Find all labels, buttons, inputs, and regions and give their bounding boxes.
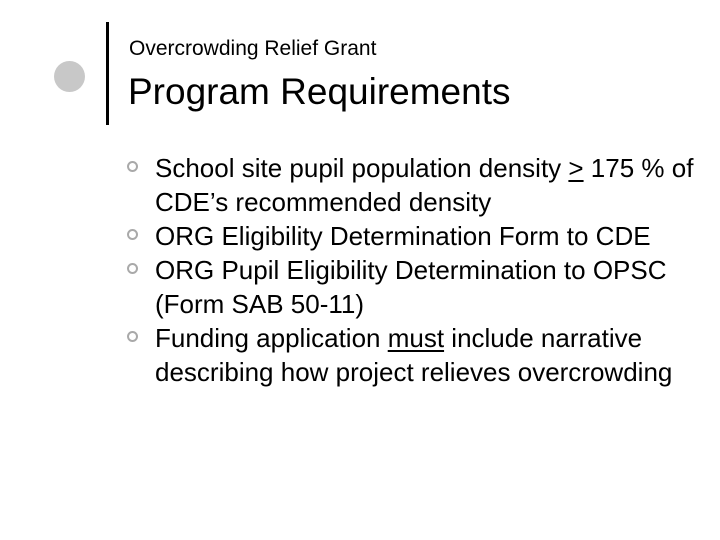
bullet-item bbox=[0, 321, 720, 389]
bullet-circle-icon bbox=[127, 161, 138, 172]
slide-title: Program Requirements bbox=[128, 71, 511, 112]
bullet-item bbox=[0, 151, 720, 219]
bullet-text: 175 % of CDE’s recommended density bbox=[155, 153, 694, 217]
bullet-text: Funding application bbox=[155, 323, 388, 353]
bullet-text: ORG Pupil Eligibility Determination to OPSC (Form SAB 50-11) bbox=[155, 255, 667, 319]
greater-or-equal-symbol: > bbox=[568, 153, 584, 183]
bullet-circle-icon bbox=[127, 263, 138, 274]
emphasis-must: must bbox=[387, 323, 445, 353]
bullet-list bbox=[0, 151, 720, 389]
bullet-item bbox=[0, 219, 720, 253]
bullet-text: ORG Eligibility Determination Form to CDE bbox=[155, 221, 651, 251]
bullet-text: include narrative describing how project relieves overcrowding bbox=[155, 323, 673, 387]
bullet-circle-icon bbox=[127, 331, 138, 342]
bullet-item bbox=[0, 253, 720, 321]
bullet-circle-icon bbox=[127, 229, 138, 240]
title-divider bbox=[106, 22, 109, 125]
title-dot-icon bbox=[54, 61, 85, 92]
slide-subtitle: Overcrowding Relief Grant bbox=[129, 37, 377, 60]
bullet-text: School site pupil population density bbox=[155, 153, 569, 183]
